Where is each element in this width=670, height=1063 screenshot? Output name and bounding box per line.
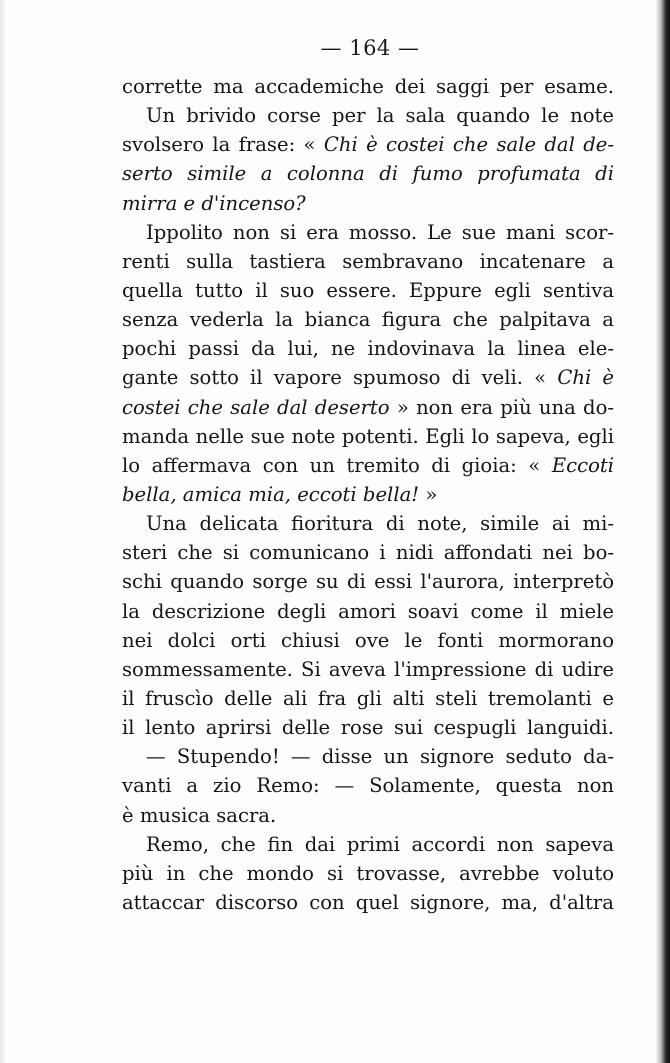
italic-text-run: Chi è costei che sale dal de- [323,133,614,157]
text-line [122,859,614,888]
text-line [122,72,614,101]
text-line [122,538,614,567]
text-line [122,771,614,800]
text-run: pochi passi da lui, ne indovinava la linea ele- [122,337,614,361]
text-line [122,130,614,159]
text-line [122,597,614,626]
text-line [122,713,614,742]
text-run: il lento aprirsi delle rose sui cespugli languidi. [122,716,614,740]
text-run: Remo, che fin dai primi accordi non sapeva [146,832,614,856]
text-line [122,393,614,422]
text-line [122,305,614,334]
text-run: Una delicata fioritura di note, simile ai mi- [146,512,614,536]
scan-shadow-left [0,0,6,1063]
text-run: » [419,482,438,506]
text-run: più in che mondo si trovasse, avrebbe voluto [122,861,614,885]
text-line [122,276,614,305]
text-run: svolsero la frase: « [122,133,324,157]
text-line [122,159,614,188]
text-run: nei dolci orti chiusi ove le fonti mormorano [122,628,614,652]
text-run: Un brivido corse per la sala quando le note [146,104,614,128]
text-line [122,801,614,830]
text-run: gante sotto il vapore spumoso di veli. « [122,366,558,390]
text-run: » non era più una do- [389,395,614,419]
text-line [122,218,614,247]
italic-text-run: mirra e d'incenso? [122,191,306,215]
text-run: è musica sacra. [122,803,277,827]
text-line [122,655,614,684]
text-line [122,626,614,655]
text-run: schi quando sorge su di essi l'aurora, interpretò [122,570,614,594]
page-number: — 164 — [320,36,420,60]
text-run: senza vederla la bianca figura che palpitava a [122,308,614,332]
italic-text-run: Chi è [557,366,614,390]
text-run: corrette ma accademiche dei saggi per esame. [122,75,614,98]
scan-shadow-right [656,0,670,1063]
text-run: Ippolito non si era mosso. Le sue mani scor- [146,220,614,244]
italic-text-run: serto simile a colonna di fumo profumata di [122,162,614,186]
text-run: quella tutto il suo essere. Eppure egli sentiva [122,278,614,302]
text-line [122,888,614,917]
text-line [122,422,614,451]
text-run: vanti a zio Remo: — Solamente, questa non [122,774,614,798]
text-line [122,363,614,392]
text-line [122,830,614,859]
text-line [122,247,614,276]
italic-text-run: costei che sale dal deserto [122,395,390,419]
text-run: steri che si comunicano i nidi affondati nei bo- [122,541,614,565]
text-line [122,742,614,771]
text-run: la descrizione degli amori soavi come il miele [122,599,614,623]
text-line [122,334,614,363]
text-line [122,189,614,218]
text-run: — Stupendo! — disse un signore seduto da- [146,745,614,769]
text-run: sommessamente. Si aveva l'impressione di udire [122,657,614,681]
text-line [122,684,614,713]
italic-text-run: Eccoti [551,453,614,477]
body-text [122,72,614,917]
text-run: il fruscìo delle ali fra gli alti steli tremolanti e [122,686,614,710]
text-line [122,451,614,480]
text-line [122,480,614,509]
text-line [122,101,614,130]
text-run: manda nelle sue note potenti. Egli lo sapeva, egli [122,424,614,448]
text-line [122,567,614,596]
text-run: renti sulla tastiera sembravano incatenare a [122,249,614,273]
text-run: attaccar discorso con quel signore, ma, d'altra [122,890,614,914]
text-run: lo affermava con un tremito di gioia: « [122,453,552,477]
text-line [122,509,614,538]
italic-text-run: bella, amica mia, eccoti bella! [122,482,420,506]
